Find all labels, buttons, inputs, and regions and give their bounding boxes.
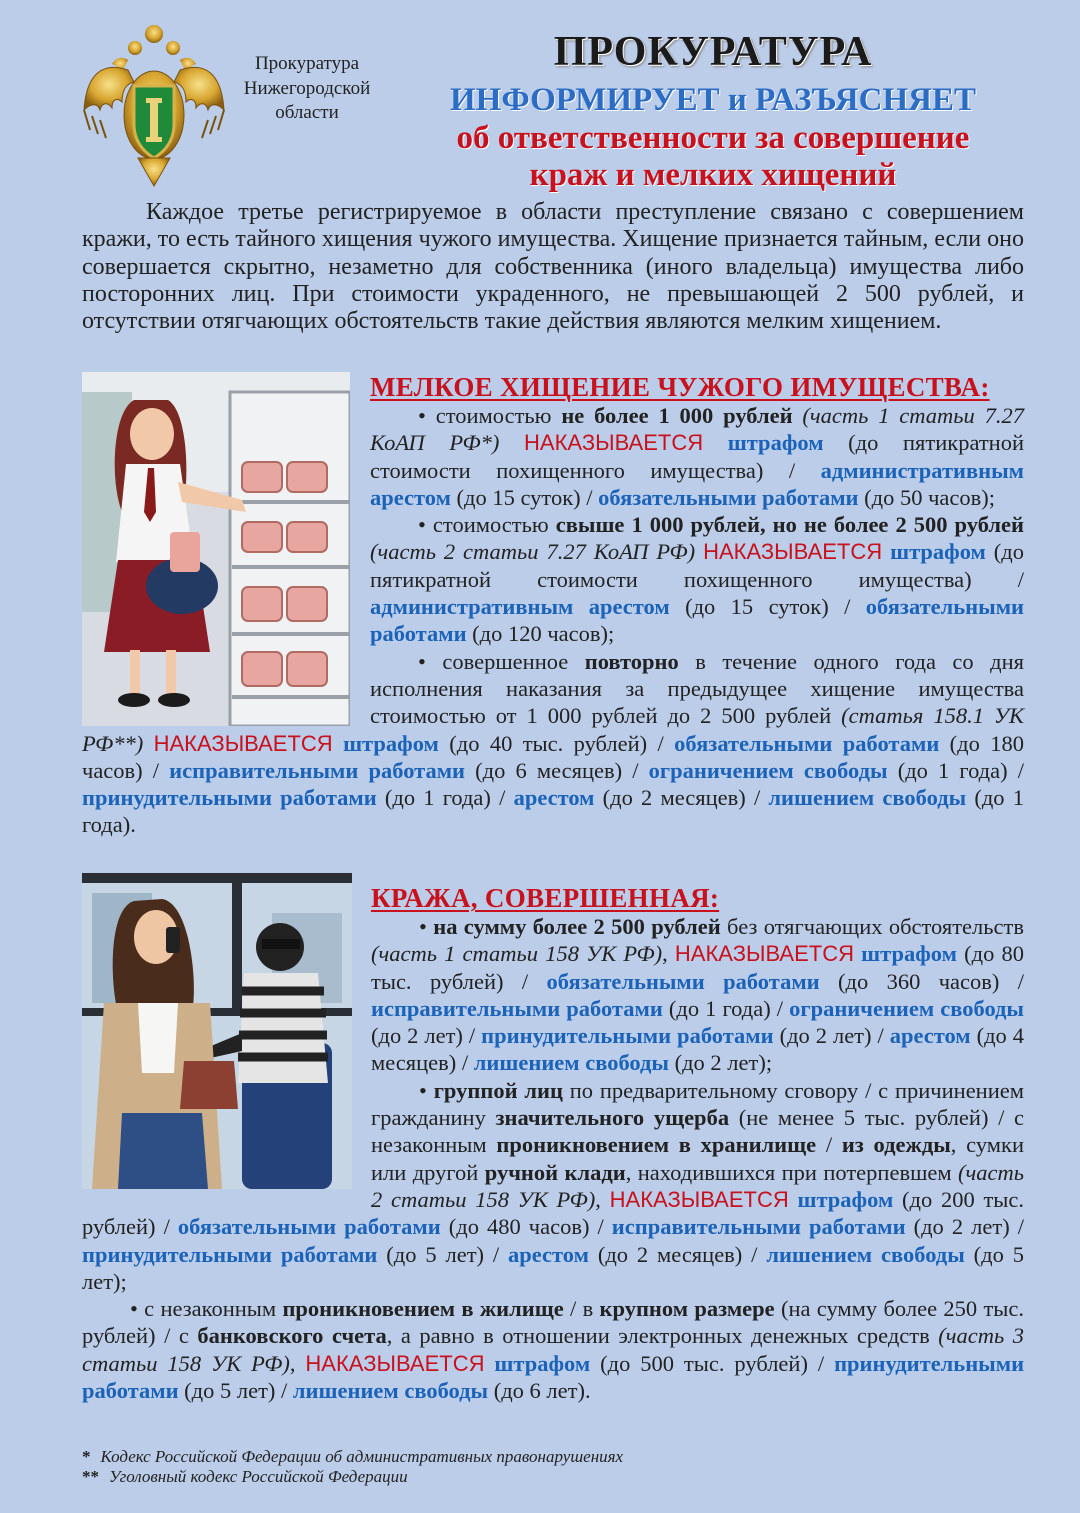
text-segment: (до 6 месяцев) / [465, 757, 649, 783]
key-phrase: крупном размере [599, 1296, 775, 1322]
penalty-term: принудительными работами [82, 1241, 378, 1267]
penalty-term: административным арестом [370, 457, 1024, 510]
petty-theft-section [82, 372, 1024, 839]
text-segment: в течение одного года со дня исполнения наказания за предыдущее хищение имущества стоимостью от 1 000 рублей до 2 500 рублей [370, 648, 1025, 729]
text-segment: , [289, 1350, 306, 1376]
key-phrase: группой лиц [433, 1077, 563, 1103]
text-segment [793, 403, 803, 428]
prosecutor-emblem-icon [78, 20, 230, 188]
intro-text: Каждое третье регистрируемое в области преступление связано с совершением кражи, то есть тайного хищения чужого имущества. Хищение признается тайным, если оно совершается скрытно, незаметно для собственника (иного владельца) имущества либо посторонних лиц. При стоимости украденного, не превышающей 2 500 рублей, и отсутствии отягчающих обстоятельств такие действия являются мелким хищением. [82, 199, 1024, 335]
image-spacer [82, 372, 370, 728]
text-segment: • с незаконным [130, 1296, 283, 1322]
text-segment: (до 1 года) / [376, 785, 514, 811]
footnote-mark: ** [82, 1467, 99, 1486]
text-segment: (до 200 тыс. рублей) / [82, 1186, 1025, 1240]
punishment-label: НАКАЗЫВАЕТСЯ [674, 941, 854, 967]
text-segment: (до 5 лет) / [178, 1378, 293, 1404]
text-segment: (до 5 лет) / [377, 1241, 509, 1267]
text-segment: (до 1 года) / [662, 995, 790, 1021]
text-segment: (до пятикратной стоимости похищенного имущества) / [370, 539, 1024, 592]
text-segment: (до 180 часов) / [82, 730, 1024, 783]
text-segment: (до 1 года) / [887, 757, 1024, 783]
penalty-term: арестом [889, 1023, 971, 1049]
penalty-term: ограничением свободы [648, 757, 888, 783]
text-segment: (до 2 лет) / [905, 1214, 1024, 1240]
punishment-label: НАКАЗЫВАЕТСЯ [305, 1350, 485, 1376]
text-segment: (не менее 5 тыс. рублей) / с незаконным [371, 1105, 1024, 1158]
penalty-term: штрафом [890, 539, 986, 565]
text-segment: (до 2 месяцев) / [594, 785, 769, 811]
footnote [82, 1447, 1024, 1467]
law-reference: (часть 2 статьи 7.27 КоАП РФ) [370, 539, 696, 565]
topic-line-2: краж и мелких хищений [529, 157, 897, 193]
penalty-term: обязательными работами [546, 968, 820, 994]
punishment-label: НАКАЗЫВАЕТСЯ [524, 430, 704, 456]
key-phrase: на сумму более 2 500 рублей [433, 914, 721, 939]
penalty-term: обязательными работами [598, 484, 859, 510]
text-segment: , находившихся при потерпевшем [625, 1159, 959, 1185]
penalty-term: обязательными работами [177, 1214, 441, 1240]
penalty-term: арестом [513, 785, 595, 811]
key-phrase: проникновением в жилище [282, 1296, 564, 1322]
key-phrase: не более 1 000 рублей [561, 403, 793, 428]
footnote [82, 1467, 1024, 1487]
section-title: МЕЛКОЕ ХИЩЕНИЕ ЧУЖОГО ИМУЩЕСТВА: [370, 372, 990, 402]
text-segment: / [816, 1132, 842, 1158]
text-segment: (до 500 тыс. рублей) / [590, 1350, 835, 1376]
penalty-term: штрафом [494, 1350, 591, 1376]
intro-paragraph [82, 199, 1024, 335]
penalty-term: лишением свободы [766, 1241, 965, 1267]
key-phrase: банковского счета [197, 1323, 387, 1349]
text-segment: • совершенное [418, 648, 585, 674]
text-segment [703, 430, 728, 455]
penalty-term: штрафом [861, 941, 957, 967]
text-segment [499, 430, 524, 455]
theft-section [82, 883, 1024, 1404]
law-reference: (статья 158.1 УК РФ**) [82, 703, 1025, 756]
text-segment: (до 15 суток) / [450, 484, 599, 510]
key-phrase: из одежды [841, 1132, 951, 1158]
penalty-term: административным арестом [370, 594, 670, 620]
text-segment: (до 50 часов); [858, 484, 995, 510]
text-segment: • стоимостью [418, 403, 562, 428]
org-line-1: Прокуратура [254, 53, 360, 74]
key-phrase: повторно [584, 648, 679, 674]
footnote-text: Уголовный кодекс Российской Федерации [109, 1467, 408, 1486]
law-reference: (часть 1 статьи 7.27 КоАП РФ*) [370, 403, 1024, 456]
text-segment: (до 1 года). [82, 785, 1024, 838]
text-segment: без отягчающих обстоятельств [720, 914, 1024, 939]
text-segment: (до 480 часов) / [440, 1214, 612, 1240]
penalty-term: исправительными работами [371, 995, 663, 1021]
penalty-term: исправительными работами [611, 1214, 906, 1240]
image-spacer [82, 883, 371, 1209]
penalty-term: штрафом [343, 730, 439, 756]
text-segment: • [419, 914, 434, 939]
text-segment: (до 40 тыс. рублей) / [438, 730, 675, 756]
text-segment: (до 2 лет) / [371, 1023, 482, 1049]
penalty-term: обязательными работами [370, 594, 1024, 647]
text-segment: (до 80 тыс. рублей) / [371, 941, 1024, 994]
penalty-term: ограничением свободы [789, 995, 1025, 1021]
list-item [82, 1295, 1024, 1404]
text-segment: (до 120 часов); [466, 621, 615, 647]
text-segment [484, 1351, 494, 1376]
punishment-label: НАКАЗЫВАЕТСЯ [153, 730, 333, 756]
text-segment: , а равно в отношении электронных денежных средств [386, 1323, 939, 1349]
text-segment: (до 15 суток) / [669, 594, 866, 620]
text-segment: (до 2 лет); [668, 1050, 773, 1076]
penalty-term: штрафом [797, 1186, 894, 1212]
penalty-term: лишением свободы [473, 1050, 669, 1076]
section-title: КРАЖА, СОВЕРШЕННАЯ: [371, 883, 720, 913]
footnote-mark: * [82, 1447, 91, 1466]
text-segment [882, 539, 890, 564]
key-phrase: проникновением в хранилище [496, 1132, 817, 1158]
penalty-term: штрафом [727, 430, 824, 456]
topic-line-1: об ответственности за совершение [456, 120, 970, 156]
penalty-term: принудительными работами [481, 1023, 774, 1049]
text-segment: • стоимостью [418, 512, 556, 538]
penalty-term: исправительными работами [169, 757, 466, 783]
topic-heading [400, 120, 1026, 194]
org-line-2: Нижегородской [243, 77, 371, 99]
text-segment: • [419, 1077, 434, 1103]
key-phrase: значительного ущерба [495, 1105, 730, 1131]
penalty-term: лишением свободы [292, 1378, 489, 1404]
text-segment [143, 731, 153, 756]
text-segment: (на сумму более 250 тыс. рублей) / с [82, 1296, 1025, 1349]
text-segment: по предварительному сговору / с причинением гражданину [371, 1077, 1024, 1131]
text-segment: (до 2 месяцев) / [588, 1241, 767, 1267]
penalty-term: арестом [508, 1241, 589, 1267]
penalty-term: обязательными работами [674, 730, 940, 756]
text-segment: (до 5 лет); [82, 1241, 1024, 1294]
key-phrase: свыше 1 000 рублей, но не более 2 500 рублей [555, 512, 1024, 538]
text-segment: (до пятикратной стоимости похищенного имущества) / [370, 430, 1025, 483]
text-segment: / в [563, 1296, 600, 1322]
text-segment: , [595, 1186, 610, 1212]
law-reference: (часть 3 статьи 158 УК РФ) [82, 1323, 1024, 1376]
text-segment: , [662, 941, 675, 967]
text-segment: (до 4 месяцев) / [371, 1023, 1025, 1076]
key-phrase: ручной клади [484, 1159, 626, 1185]
punishment-label: НАКАЗЫВАЕТСЯ [609, 1186, 789, 1212]
org-line-3: области [275, 102, 339, 123]
text-segment: (до 360 часов) / [819, 968, 1024, 994]
penalty-term: принудительными работами [82, 785, 377, 811]
law-reference: (часть 2 статьи 158 УК РФ) [371, 1159, 1024, 1212]
law-reference: (часть 1 статьи 158 УК РФ) [371, 941, 663, 967]
text-segment [333, 731, 343, 756]
page-title: ПРОКУРАТУРА [553, 29, 873, 75]
text-segment [695, 539, 703, 564]
text-segment: (до 6 лет). [488, 1378, 591, 1404]
footnote-text: Кодекс Российской Федерации об административных правонарушениях [100, 1447, 624, 1466]
penalty-term: принудительными работами [82, 1350, 1025, 1404]
text-segment: , сумки или другой [371, 1132, 1024, 1185]
footnotes [82, 1447, 1024, 1487]
page-subtitle: ИНФОРМИРУЕТ и РАЗЪЯСНЯЕТ [449, 82, 976, 118]
penalty-term: лишением свободы [768, 785, 967, 811]
text-segment: (до 2 лет) / [773, 1023, 890, 1049]
organization-name [232, 52, 382, 126]
punishment-label: НАКАЗЫВАЕТСЯ [703, 539, 883, 565]
